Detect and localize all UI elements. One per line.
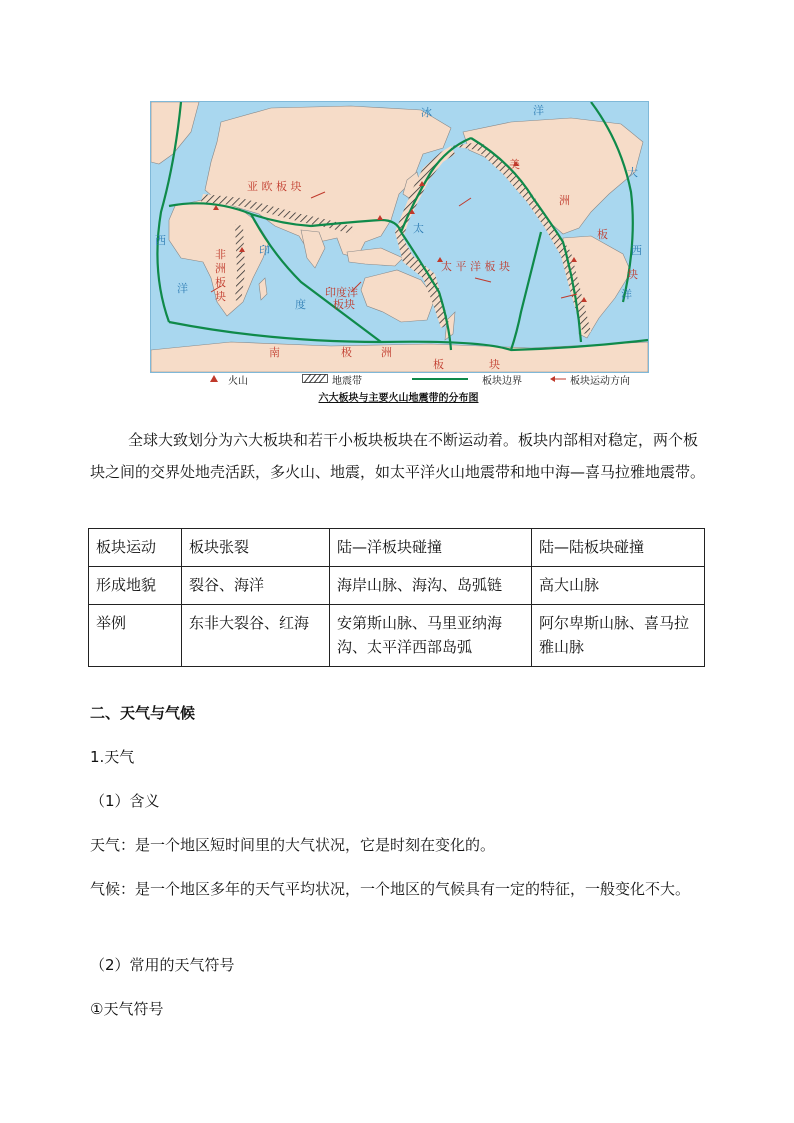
table-cell: 东非大裂谷、红海 — [182, 605, 330, 667]
table-row — [89, 605, 705, 667]
legend-volcano: 火山 — [228, 376, 248, 387]
subheading-weather: 1.天气 — [90, 748, 135, 766]
label-ban: 板 — [597, 228, 608, 241]
label-du: 度 — [295, 298, 306, 311]
boundary-legend-icon — [412, 377, 468, 381]
direction-legend-icon — [550, 375, 566, 383]
figure-caption — [150, 389, 647, 404]
table-cell: 高大山脉 — [532, 567, 705, 605]
label-xi-right: 西 — [631, 244, 642, 257]
label-antarctic-5: 块 — [489, 358, 500, 371]
label-eurasia: 亚 欧 板 块 — [247, 180, 302, 193]
label-da-right: 大 — [627, 166, 638, 179]
label-pacific: 太 平 洋 板 块 — [441, 260, 510, 273]
subheading-definition: （1）含义 — [90, 792, 160, 810]
subheading-symbols: （2）常用的天气符号 — [90, 956, 235, 974]
table-cell: 形成地貌 — [89, 567, 182, 605]
table-cell: 板块张裂 — [182, 529, 330, 567]
label-africa-1: 非 — [215, 248, 226, 261]
legend-boundary: 板块边界 — [482, 376, 522, 387]
table-cell: 陆—陆板块碰撞 — [532, 529, 705, 567]
climate-definition: 气候：是一个地区多年的天气平均状况，一个地区的气候具有一定的特征，一般变化不大。 — [90, 880, 691, 898]
volcano-legend-icon — [210, 375, 218, 382]
label-antarctic-3: 洲 — [381, 346, 392, 359]
table-cell: 裂谷、海洋 — [182, 567, 330, 605]
section-heading: 二、天气与气候 — [90, 704, 196, 722]
table-cell: 举例 — [89, 605, 182, 667]
table-cell: 安第斯山脉、马里亚纳海沟、太平洋西部岛弧 — [330, 605, 532, 667]
figure-caption-text: 六大板块与主要火山地震带的分布图 — [318, 393, 479, 404]
legend-direction: 板块运动方向 — [570, 376, 630, 387]
label-yin: 印 — [259, 244, 270, 257]
label-zhou: 洲 — [559, 194, 570, 207]
label-kuai: 块 — [627, 268, 638, 281]
label-indian-plate-2: 板块 — [333, 298, 355, 311]
plate-map-svg — [151, 102, 648, 372]
label-africa-4: 块 — [215, 290, 226, 303]
plate-map — [150, 101, 649, 373]
table-cell: 阿尔卑斯山脉、喜马拉雅山脉 — [532, 605, 705, 667]
map-legend — [200, 372, 640, 386]
label-bing: 冰 — [421, 106, 432, 119]
label-indian-plate-1: 印度洋 — [325, 286, 358, 299]
table-row — [89, 567, 705, 605]
plate-table — [88, 528, 705, 667]
intro-paragraph: 全球大致划分为六大板块和若干小板块板块在不断运动着。板块内部相对稳定，两个板块之间的交界处地壳活跃，多火山、地震，如太平洋火山地震带和地中海—喜马拉雅地震带。 — [90, 431, 706, 481]
label-antarctic-4: 板 — [433, 358, 444, 371]
table-cell: 板块运动 — [89, 529, 182, 567]
label-yang-right: 洋 — [621, 288, 632, 301]
label-antarctic-1: 南 — [269, 346, 280, 359]
weather-definition: 天气：是一个地区短时间里的大气状况，它是时刻在变化的。 — [90, 836, 496, 854]
table-cell: 海岸山脉、海沟、岛弧链 — [330, 567, 532, 605]
label-africa-2: 洲 — [215, 262, 226, 275]
label-yang-left: 洋 — [177, 282, 188, 295]
label-xi-left: 西 — [155, 234, 166, 247]
table-cell: 陆—洋板块碰撞 — [330, 529, 532, 567]
seismic-legend-icon — [302, 374, 328, 383]
table-row — [89, 529, 705, 567]
label-mei: 美 — [509, 158, 520, 171]
subheading-weather-symbols: ①天气符号 — [90, 1000, 164, 1018]
label-yang-arctic: 洋 — [533, 104, 544, 117]
label-antarctic-2: 极 — [341, 346, 352, 359]
legend-seismic: 地震带 — [332, 376, 362, 387]
label-tai: 太 — [413, 222, 424, 235]
label-africa-3: 板 — [215, 276, 226, 289]
